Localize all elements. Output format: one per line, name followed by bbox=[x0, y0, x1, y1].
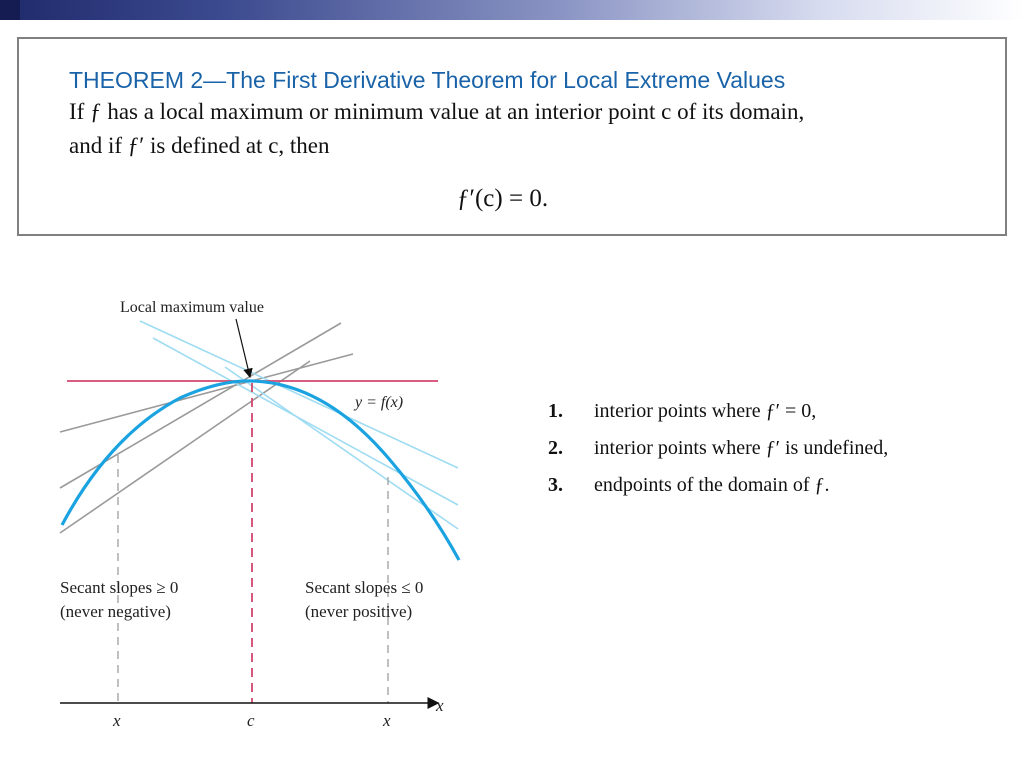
label-secant-left-2: (never negative) bbox=[60, 602, 171, 621]
list-item bbox=[548, 437, 888, 474]
theorem-title: THEOREM 2—The First Derivative Theorem for Local Extreme Values bbox=[69, 67, 786, 93]
list-number: 1. bbox=[548, 400, 563, 422]
theorem-statement-line-2: and if ƒ′ is defined at c, then bbox=[69, 133, 330, 158]
label-local-max: Local maximum value bbox=[120, 299, 264, 316]
right-secant-line bbox=[153, 338, 458, 505]
list-number: 2. bbox=[548, 437, 563, 459]
list-text: interior points where ƒ′ is undefined, bbox=[594, 437, 889, 459]
list-item bbox=[548, 400, 888, 437]
axis-x-label: x bbox=[436, 696, 444, 715]
tick-label-left: x bbox=[113, 711, 121, 730]
theorem-box bbox=[17, 37, 1007, 236]
critical-points-list bbox=[548, 400, 888, 511]
local-max-diagram bbox=[40, 285, 480, 735]
tick-label-right: x bbox=[383, 711, 391, 730]
list-text: interior points where ƒ′ = 0, bbox=[594, 400, 817, 422]
list-text: endpoints of the domain of ƒ. bbox=[594, 474, 830, 496]
title-bar-square bbox=[0, 0, 20, 20]
label-curve: y = f(x) bbox=[355, 394, 404, 411]
list-number: 3. bbox=[548, 474, 563, 496]
left-secant-line bbox=[60, 361, 310, 533]
title-bar-gradient bbox=[0, 0, 1024, 20]
label-secant-right-2: (never positive) bbox=[305, 602, 413, 621]
list-item bbox=[548, 474, 888, 511]
theorem-statement-line-1: If ƒ has a local maximum or minimum value at an interior point c of its domain, bbox=[69, 99, 805, 124]
label-secant-right-1: Secant slopes ≤ 0 bbox=[305, 578, 424, 597]
label-secant-left-1: Secant slopes ≥ 0 bbox=[60, 578, 179, 597]
tick-label-center: c bbox=[247, 711, 255, 730]
theorem-equation: ƒ′(c) = 0. bbox=[457, 185, 549, 212]
